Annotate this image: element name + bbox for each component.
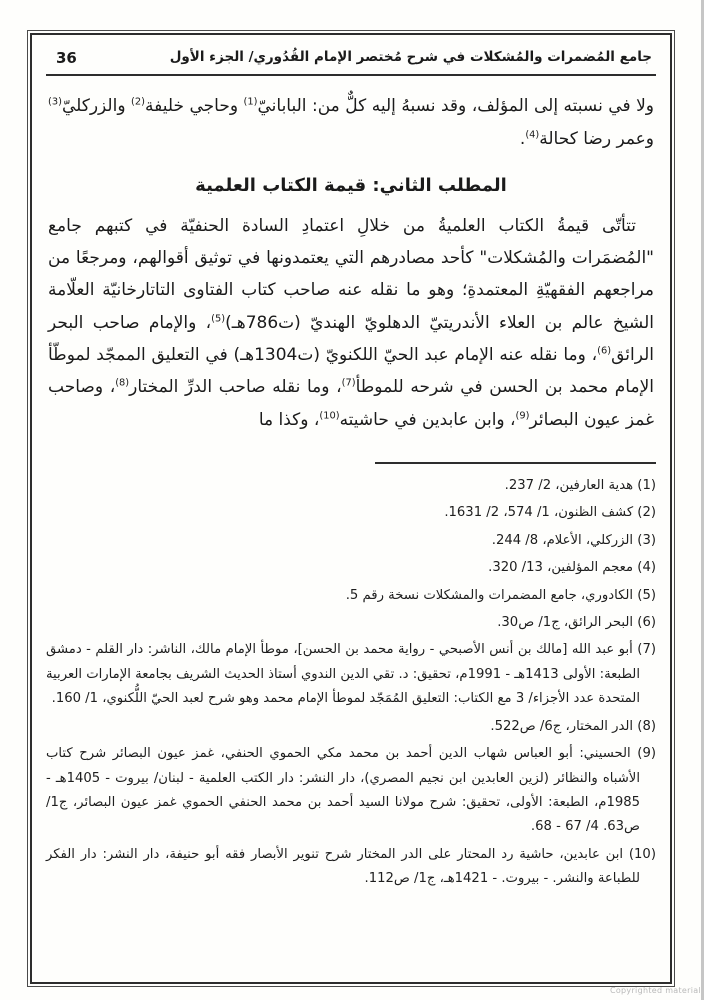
footnote-number: (6) (637, 615, 656, 631)
footnote-6 (46, 611, 656, 635)
page-header (46, 47, 656, 67)
footnote-3 (46, 529, 656, 553)
footnote-10 (46, 843, 656, 892)
footnote-number: (3) (637, 532, 656, 548)
body-paragraph-1: ولا في نسبته إلى المؤلف، وقد نسبهُ إليه كلٌّ من: البابانيّ$^{(1)}$ وحاجي خليفة$^{(2)}$ والزركليّ$^{(3)}$ وعمر رضا كحالة$^{(4)}$. (48, 96, 654, 149)
footnote-text: هدية العارفين، 2/ 237. (504, 477, 634, 493)
section-heading: المطلب الثاني: قيمة الكتاب العلمية (195, 174, 507, 196)
page-number: 36 (56, 49, 77, 68)
footnote-number: (7) (637, 642, 656, 658)
running-title: جامع المُضمرات والمُشكلات في شرح مُختصر الإمام القُدُوري/ الجزء الأول (169, 49, 652, 65)
footnote-2 (46, 501, 656, 525)
footnote-number: (2) (637, 505, 656, 521)
footnote-text: معجم المؤلفين، 13/ 320. (488, 560, 634, 576)
footnote-1 (46, 474, 656, 498)
footnote-number: (4) (637, 560, 656, 576)
footnote-5 (46, 584, 656, 608)
footnote-number: (5) (637, 587, 656, 603)
header-divider (46, 74, 656, 76)
footnote-4 (46, 556, 656, 580)
footnote-text: الزركلي، الأعلام، 8/ 244. (491, 532, 634, 548)
footnote-text: الكادوري، جامع المضمرات والمشكلات نسخة رقم 5. (345, 587, 634, 603)
footnotes-section (46, 474, 656, 892)
page-content (46, 47, 656, 892)
footnote-text: كشف الظنون، 1/ 574، 2/ 1631. (444, 505, 634, 521)
footnote-number: (9) (637, 746, 656, 762)
footnote-separator (375, 462, 656, 464)
footnote-text: أبو عبد الله [مالك بن أنس الأصبحي - رواية محمد بن الحسن]، موطأ الإمام مالك، الناشر: دار القلم - دمشق الطبعة: الأولى 1413هـ - 1991م، تحقيق: د. تقي الدين الندوي أستاذ الحديث الشريف بجامعة الإمارات العربية المتحدة عدد الأجزاء/ 3 مع الكتاب: التعليق المُمَجّد لموطأ الإمام محمد وهو شرح لعبد الحيّ اللُّكنوي، 1/ 160. (45, 642, 640, 707)
footnote-number: (8) (637, 718, 656, 734)
footnote-text: الحسيني: أبو العباس شهاب الدين أحمد بن محمد مكي الحموي الحنفي، غمز عيون البصائر شرح كتاب الأشباه والنظائر (لزين العابدين ابن نجيم المصري)، دار النشر: دار الكتب العلمية - لبنان/ بيروت - 1405هـ - 1985م، الطبعة: الأولى، تحقيق: شرح مولانا السيد أحمد بن محمد الحنفي الحموي غمز عيون البصائر، ج1/ ص63. 4/ 67 - 68. (46, 746, 640, 835)
footnote-text: البحر الرائق، ج1/ ص30. (497, 615, 634, 631)
body-paragraph-2: تتأتّى قيمةُ الكتاب العلميةُ من خلالِ اعتمادِ السادة الحنفيّة في كتبهم جامع "المُضمَرات والمُشكلات" كأحد مصادرهم التي يعتمدونها في توثيق أقوالهم، ومرجعًا من مراجعهم الفقهيّةِ المعتمدةِ؛ وهو ما نقله عنه صاحب كتاب الفتاوى التاتارخانيّة العلّامة الشيخ عالم بن العلاء الأندريتيّ الدهلويّ الهنديّ (ت786هـ)$^{(5)}$، والإمام صاحب البحر الرائق$^{(6)}$، وما نقله عنه الإمام عبد الحيّ اللكنويّ (ت1304هـ) في التعليق الممجّد لموطّأ الإمام محمد بن الحسن في شرحه للموطأ$^{(7)}$، وما نقله صاحب الدرِّ المختار$^{(8)}$، وصاحب غمز عيون البصائر$^{(9)}$، وابن عابدين في حاشيته$^{(10)}$، وكذا ما (48, 215, 655, 430)
footnote-number: (10) (628, 846, 656, 862)
footnote-number: (1) (637, 477, 656, 493)
copyright-watermark: Copyrighted material (609, 986, 701, 995)
footnote-8 (46, 715, 656, 739)
footnote-7 (46, 638, 656, 711)
page-border-outer (27, 30, 675, 987)
footnote-text: ابن عابدين، حاشية رد المحتار على الدر المختار شرح تنوير الأبصار فقه أبو حنيفة، دار النشر: دار الفكر للطباعة والنشر. - بيروت. - 1421هـ، ج1/ ص112. (46, 846, 640, 887)
page-border-inner (30, 33, 672, 984)
footnote-text: الدر المختار، ج6/ ص522. (490, 718, 634, 734)
footnote-9 (46, 742, 656, 840)
